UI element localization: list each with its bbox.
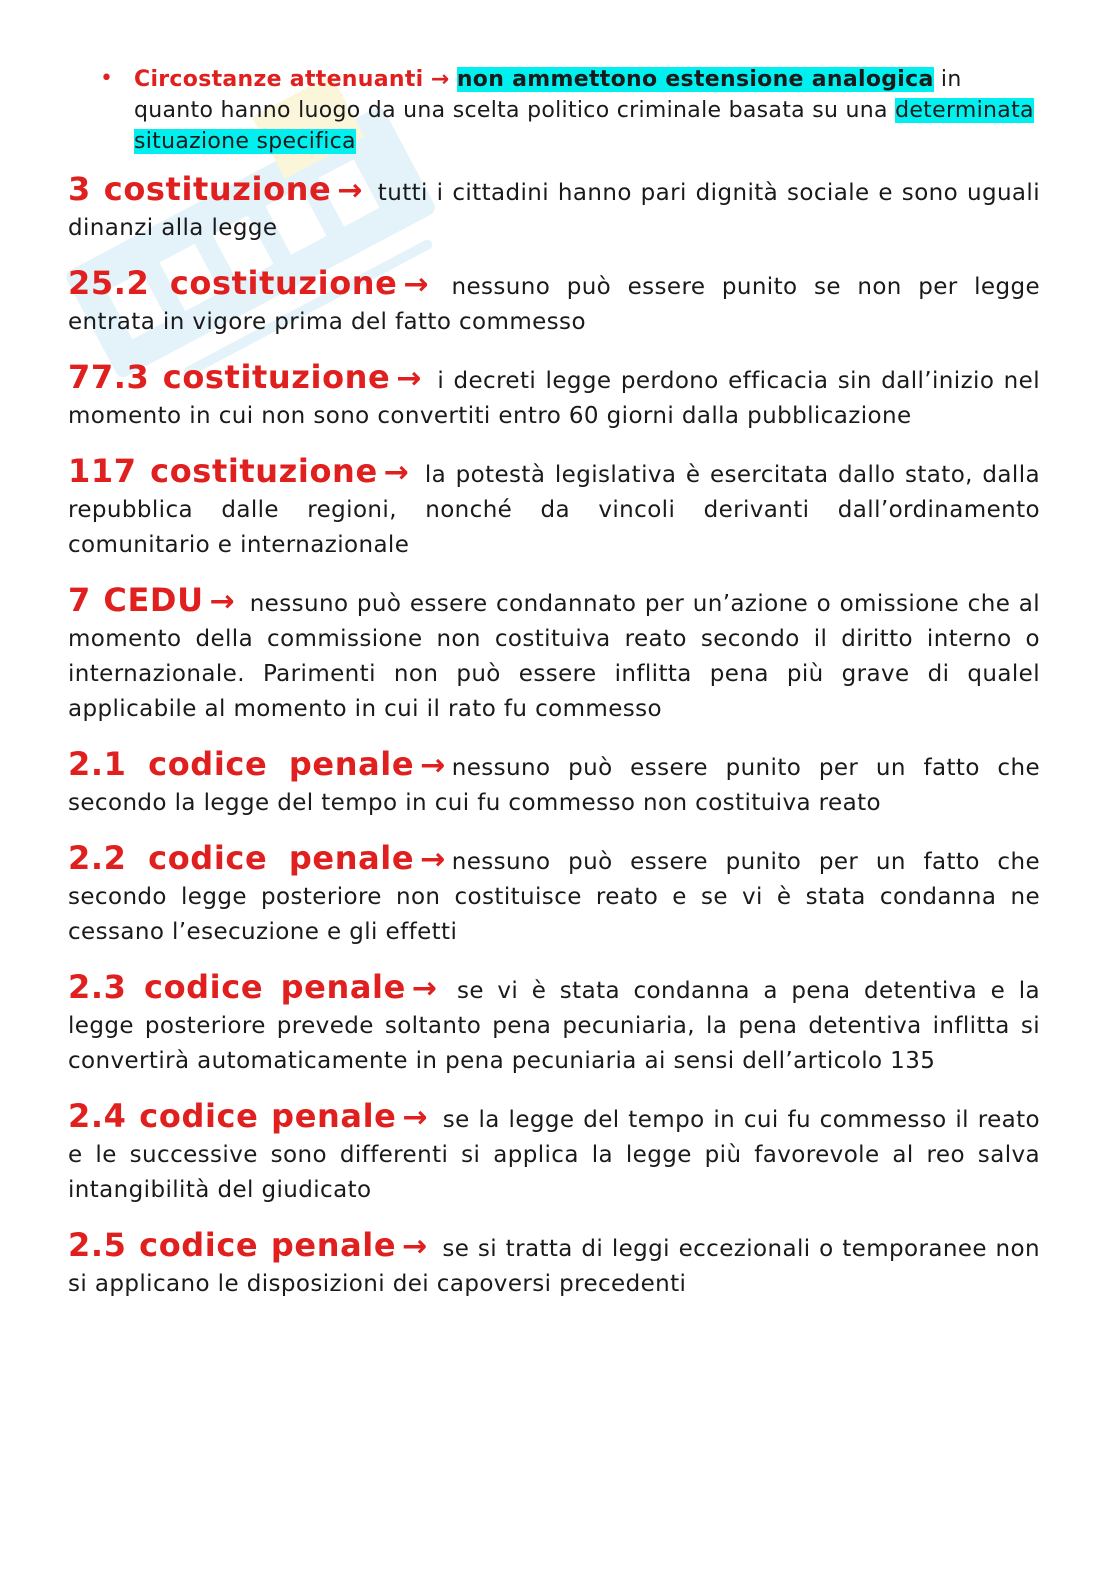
bullet-body: in quanto hanno luogo da una scelta politico criminale basata su una (134, 67, 962, 123)
article-heading: 7 CEDU (68, 581, 204, 619)
article-text: se vi è stata condanna a pena detentiva e la legge posteriore prevede soltanto pena pecuniaria, la pena detentiva inflitta si convertirà automaticamente in pena pecuniaria ai sensi dell’articolo 135 (68, 978, 1041, 1074)
arrow-icon: → (396, 361, 422, 396)
article-heading: 2.1 codice penale (68, 745, 415, 783)
article-text: se si tratta di leggi eccezionali o temporanee non si applicano le disposizioni dei capoversi precedenti (68, 1236, 1040, 1297)
highlight-1: non ammettono estensione analogica (456, 67, 934, 92)
arrow-icon: → (430, 67, 450, 92)
article-entry (68, 454, 1040, 563)
article-heading: 2.5 codice penale (68, 1226, 397, 1264)
bullet-dot-icon: • (100, 66, 113, 91)
arrow-icon: → (383, 455, 410, 490)
article-entry (68, 1099, 1040, 1208)
article-entry (68, 747, 1040, 821)
article-text: nessuno può essere punito se non per legge entrata in vigore prima del fatto commesso (68, 274, 1041, 335)
article-entry (68, 841, 1040, 950)
article-entry (68, 1228, 1040, 1302)
article-text: nessuno può essere condannato per un’azione o omissione che al momento della commissione non costituiva reato secondo il diritto interno o internazionale. Parimenti non può essere inflitta pena più grave di qualel applicabile al momento in cui il rato fu commesso (68, 591, 1040, 722)
article-text: i decreti legge perdono efficacia sin dall’inizio nel momento in cui non sono convertiti entro 60 giorni dalla pubblicazione (68, 368, 1041, 429)
arrow-icon: → (209, 584, 236, 619)
article-heading: 25.2 costituzione (68, 264, 398, 302)
arrow-icon: → (337, 173, 363, 208)
arrow-icon: → (420, 748, 446, 783)
article-heading: 2.3 codice penale (68, 968, 406, 1006)
highlight-2: determinata situazione specifica (134, 98, 1034, 154)
article-entry (68, 970, 1040, 1079)
arrow-icon: → (420, 842, 446, 877)
article-entry (68, 360, 1040, 434)
article-heading: 77.3 costituzione (68, 358, 391, 396)
arrow-icon: → (403, 267, 430, 302)
bullet-text (134, 64, 1034, 157)
article-text: se la legge del tempo in cui fu commesso il reato e le successive sono differenti si applica la legge più favorevole al reo salva intangibilità del giudicato (68, 1107, 1041, 1203)
article-text: la potestà legislativa è esercitata dallo stato, dalla repubblica dalle regioni, nonché da vincoli derivanti dall’ordinamento comunitario e internazionale (68, 462, 1040, 558)
arrow-icon: → (402, 1229, 428, 1264)
bullet-lead: Circostanze attenuanti (134, 67, 424, 92)
article-text: nessuno può essere punito per un fatto che secondo la legge del tempo in cui fu commesso non costituiva reato (68, 755, 1041, 816)
article-list (68, 172, 1040, 1322)
article-heading: 117 costituzione (68, 452, 378, 490)
arrow-icon: → (402, 1100, 428, 1135)
article-heading: 2.4 codice penale (68, 1097, 397, 1135)
article-text: tutti i cittadini hanno pari dignità sociale e sono uguali dinanzi alla legge (68, 180, 1040, 241)
article-heading: 2.2 codice penale (68, 839, 415, 877)
article-entry (68, 266, 1040, 340)
article-entry (68, 583, 1040, 727)
article-heading: 3 costituzione (68, 170, 332, 208)
arrow-icon: → (411, 971, 438, 1006)
article-entry (68, 172, 1040, 246)
article-text: nessuno può essere punito per un fatto che secondo legge posteriore non costituisce reato e se vi è stata condanna ne cessano l’esecuzione e gli effetti (68, 849, 1041, 945)
